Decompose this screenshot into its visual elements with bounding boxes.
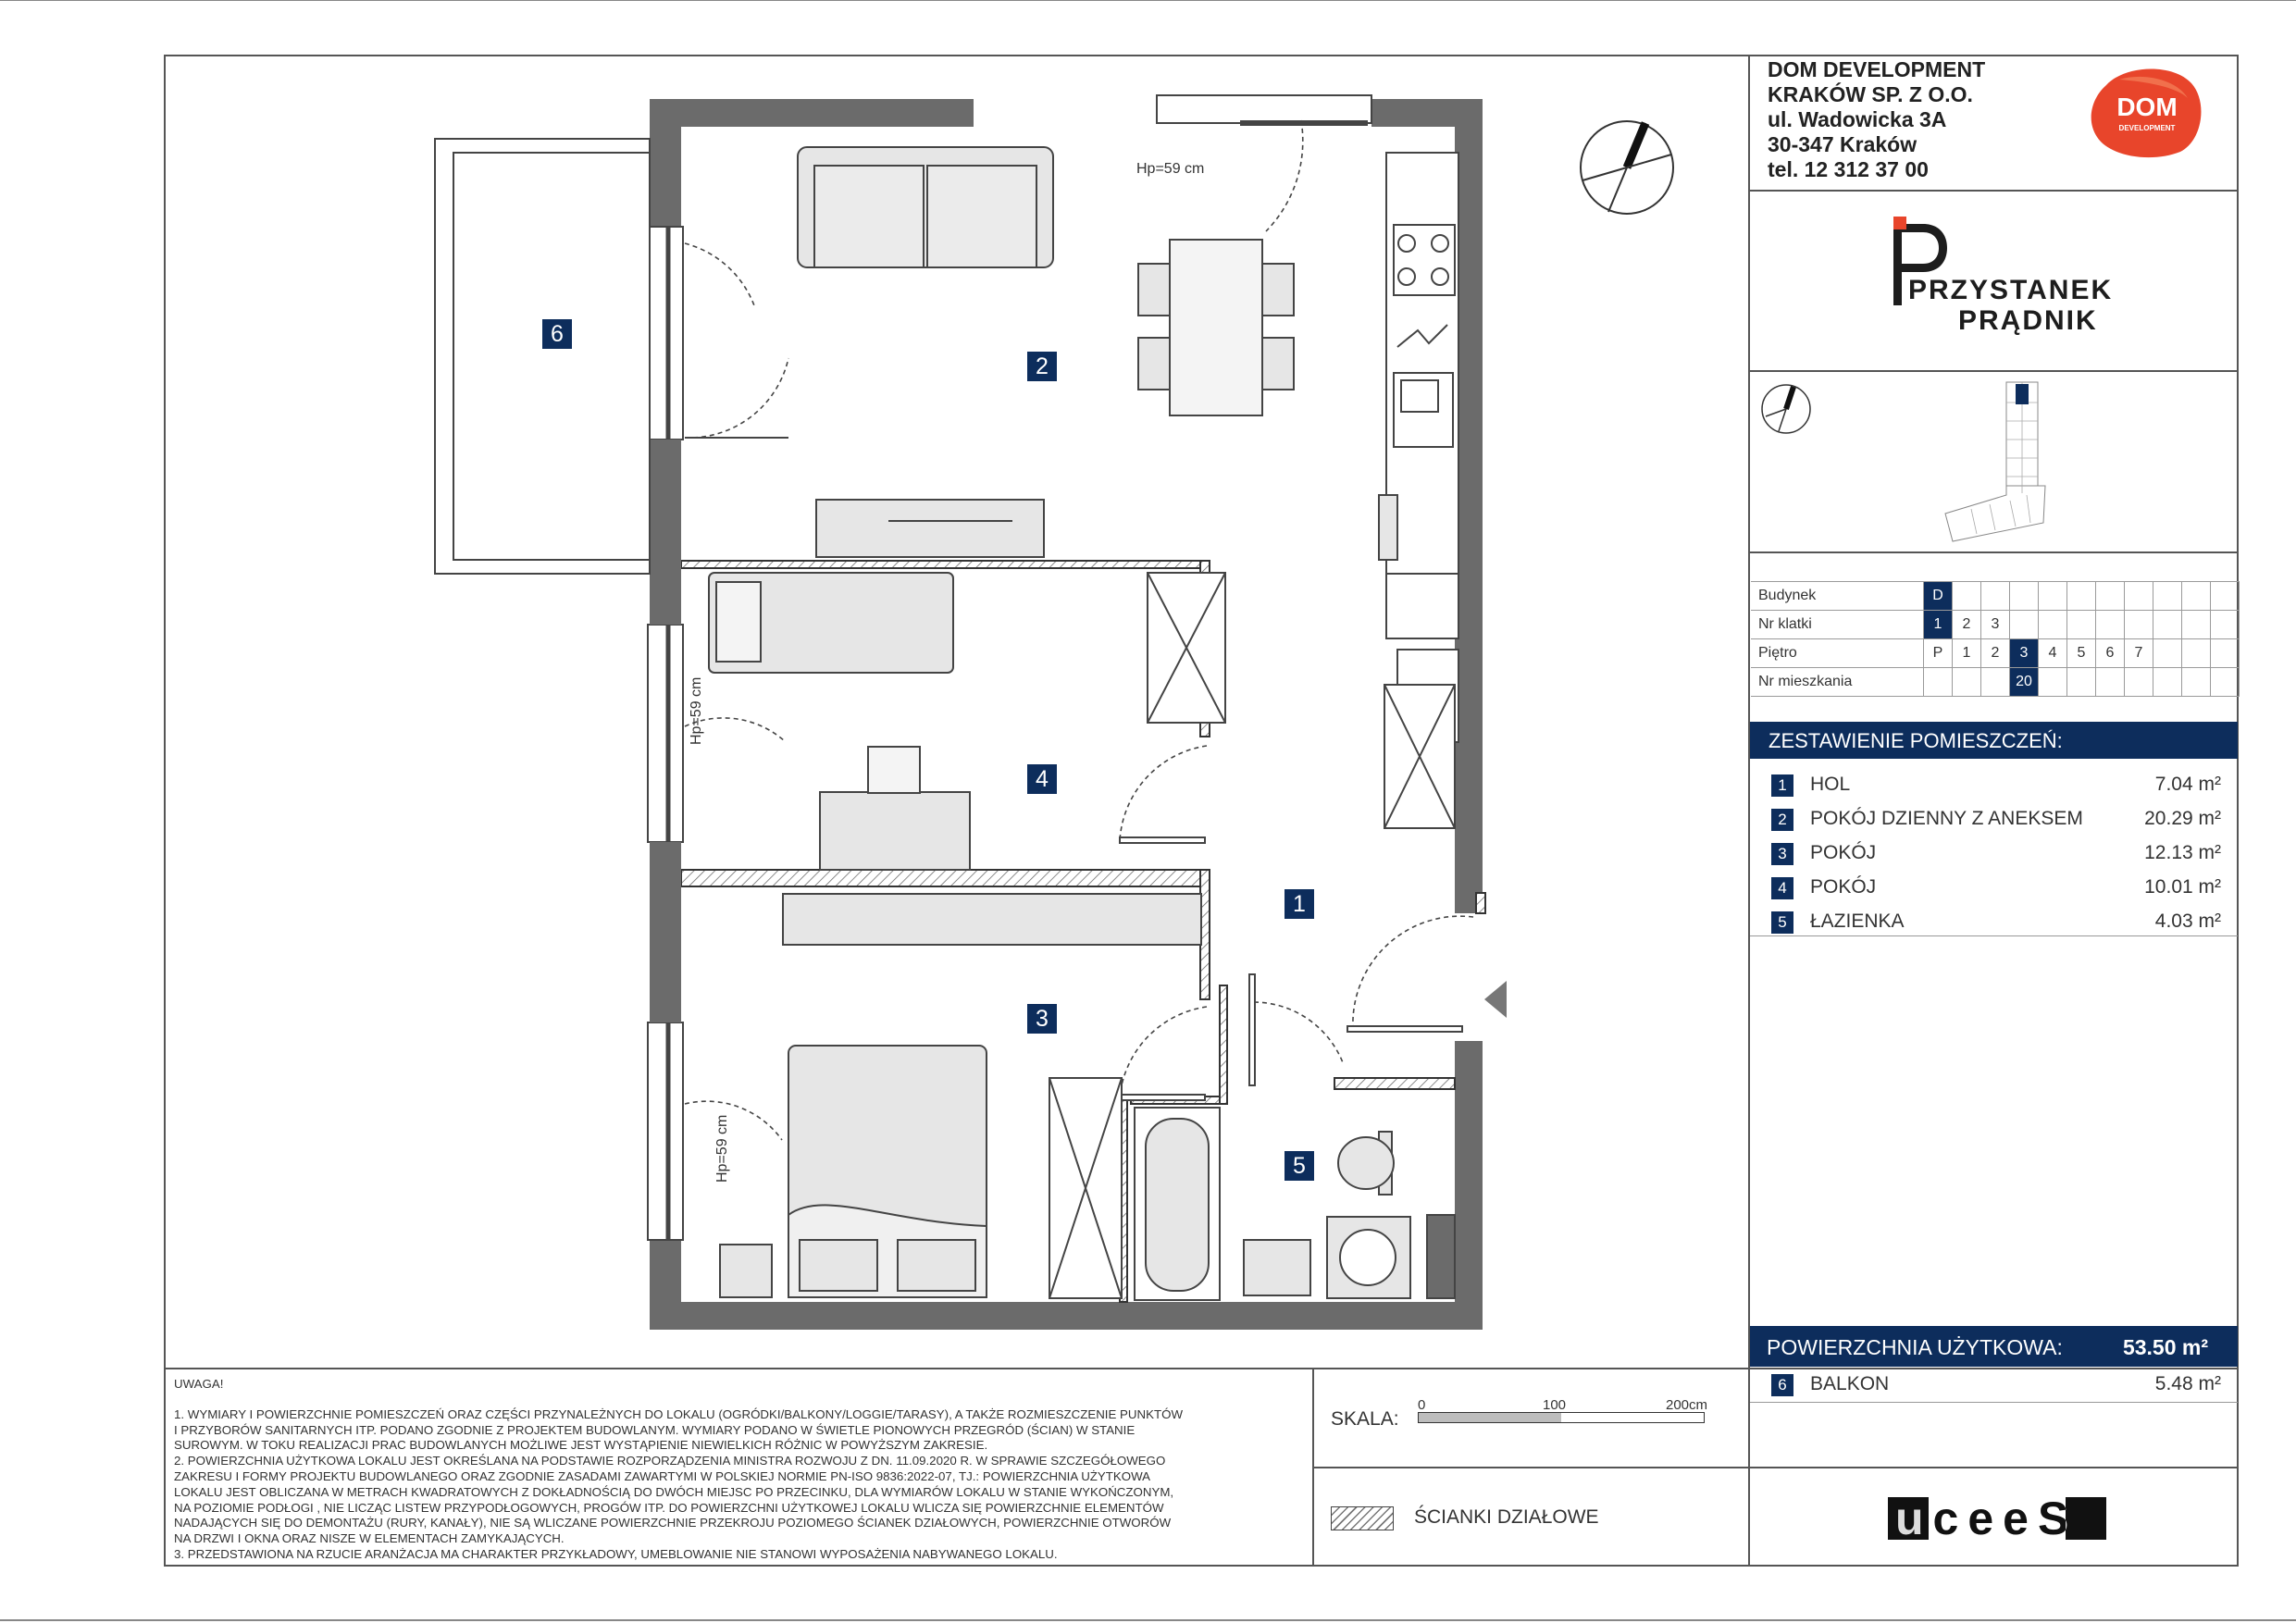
- room-tag-1: 1: [1285, 889, 1314, 919]
- sep-balcony-bottom: [1749, 1467, 2238, 1468]
- hp-label-room3: Hp=59 cm: [714, 1114, 730, 1183]
- room-number-badge: 3: [1771, 843, 1793, 865]
- room-area: 4.03 m²: [2154, 911, 2221, 932]
- balcony: [435, 139, 650, 574]
- notes-lines: [174, 1407, 1283, 1563]
- rooms-summary-title: ZESTAWIENIE POMIESZCZEŃ:: [1769, 729, 2063, 752]
- location-cell: [2182, 668, 2211, 697]
- room-area: 10.01 m²: [2144, 876, 2221, 898]
- hp-label-room4: Hp=59 cm: [689, 676, 704, 745]
- room-number-badge: 5: [1771, 911, 1793, 934]
- room3-room4-wall: [650, 440, 681, 625]
- room-name: POKÓJ DZIENNY Z ANEKSEM: [1810, 808, 2083, 829]
- location-cell: [2153, 582, 2182, 611]
- room3-room4-wall-2: [650, 842, 681, 1022]
- keyplan-compass: [1758, 381, 1814, 441]
- bathroom-fixtures: [1135, 1108, 1455, 1300]
- room-name: POKÓJ: [1810, 842, 1877, 863]
- room-number-badge: 4: [1771, 877, 1793, 899]
- company-address: [1768, 57, 1985, 182]
- kitchen-units: [1379, 153, 1458, 828]
- location-row: [1751, 639, 2240, 668]
- total-area-bar: [1750, 1326, 2238, 1367]
- note-line: 3. PRZEDSTAWIONA NA RZUCIE ARANŻACJA MA CHARAKTER PRZYKŁADOWY, UMEBLOWANIE NIE STANOWI WYPOSAŻENIA NABYWANEGO LOKALU.: [174, 1546, 1058, 1561]
- extra-number-badge: 6: [1771, 1374, 1793, 1396]
- room-tag-4: 4: [1027, 764, 1057, 794]
- location-cell: [2153, 668, 2182, 697]
- location-cell: [2125, 611, 2153, 639]
- total-area-label: POWIERZCHNIA UŻYTKOWA:: [1767, 1335, 2063, 1359]
- sep-keyplan: [1749, 551, 2238, 553]
- room-summary-item: [1771, 802, 2234, 836]
- location-cell: [2067, 582, 2096, 611]
- location-row-label: Nr klatki: [1751, 611, 1924, 639]
- note-line: 1. WYMIARY I POWIERZCHNIE POMIESZCZEŃ ORAZ CZĘŚCI PRZYNALEŻNYCH DO LOKALU (OGRÓDKI/BALKONY/LOGGIE/TARASY), A TAKŻE ROZMIESZCZENIE PUNKTÓW: [174, 1406, 1184, 1421]
- location-cell: D: [1924, 582, 1953, 611]
- room-tag-6: 6: [542, 319, 572, 349]
- partition-legend-label: ŚCIANKI DZIAŁOWE: [1414, 1506, 1599, 1528]
- project-logo: [1888, 215, 2114, 344]
- room-summary-item: [1771, 836, 2234, 870]
- location-cell: 2: [1953, 611, 1981, 639]
- location-cell: [2067, 611, 2096, 639]
- rooms-list-rule: [1750, 935, 2238, 936]
- sep-notes-top: [165, 1368, 1749, 1369]
- scale-tick-100: 100: [1543, 1397, 1567, 1413]
- location-cell: 6: [2096, 639, 2125, 668]
- room-summary-item: [1771, 768, 2234, 801]
- hp-label-top: Hp=59 cm: [1136, 161, 1205, 177]
- location-cell: [2039, 668, 2067, 697]
- dom-logo-word: DOM: [2116, 93, 2178, 121]
- rooms-summary-header: [1750, 722, 2238, 759]
- location-cell: 7: [2125, 639, 2153, 668]
- room3-furniture: [720, 1046, 1122, 1298]
- location-cell: 3: [1981, 611, 2010, 639]
- location-cell: [2211, 582, 2240, 611]
- company-name-2: KRAKÓW SP. Z O.O.: [1768, 82, 1973, 106]
- sep-project: [1749, 370, 2238, 372]
- building-keyplan: [1934, 375, 2091, 551]
- company-phone: tel. 12 312 37 00: [1768, 157, 1929, 181]
- room-area: 12.13 m²: [2144, 842, 2221, 863]
- project-name-line2: PRĄDNIK: [1958, 305, 2098, 336]
- dom-logo-subword: DEVELOPMENT: [2118, 124, 2176, 132]
- location-cell: 20: [2010, 668, 2039, 697]
- location-cell: [2182, 611, 2211, 639]
- location-cell: [2182, 639, 2211, 668]
- location-cell: [2153, 639, 2182, 668]
- extra-area: 5.48 m²: [2154, 1373, 2221, 1394]
- note-line: I PRZYBORÓW SANITARNYCH ITP. PODANO ZGODNIE Z PROJEKTEM BUDOWLANYM. WYMIARY PODANO W ŚWIETLE PIONOWYCH PRZEGRÓD (ŚCIAN) W STANIE: [174, 1422, 1136, 1437]
- scale-tick-0: 0: [1418, 1397, 1426, 1413]
- project-name-line1: PRZYSTANEK: [1908, 275, 2114, 305]
- note-line: NA DRZWI I OKNA ORAZ NISZE W ELEMENTACH ZAMYKAJĄCYCH.: [174, 1531, 565, 1546]
- room-tag-2: 2: [1027, 352, 1057, 381]
- location-cell: [2039, 611, 2067, 639]
- scale-label: SKALA:: [1331, 1408, 1399, 1430]
- note-line: SUROWYM. W TOKU REALIZACJI PRAC BUDOWLANYCH MOŻLIWE JEST WYSTĄPIENIE NIEWIELKICH RÓŻNIC W POWYŻSZYM ZAKRESIE.: [174, 1438, 988, 1453]
- location-cell: [1981, 582, 2010, 611]
- location-cell: [2010, 582, 2039, 611]
- location-cell: [2125, 668, 2153, 697]
- room-tag-5: 5: [1285, 1151, 1314, 1181]
- floor-plan: [407, 79, 1545, 1356]
- room-name: POKÓJ: [1810, 876, 1877, 898]
- location-cell: [2010, 611, 2039, 639]
- location-row-label: Nr mieszkania: [1751, 668, 1924, 697]
- plan-compass: [1575, 116, 1679, 224]
- location-cell: [1924, 668, 1953, 697]
- location-cell: [2211, 639, 2240, 668]
- location-cell: [1953, 582, 1981, 611]
- company-street: ul. Wadowicka 3A: [1768, 107, 1947, 131]
- room4-furniture: [709, 573, 1225, 945]
- location-cell: [2039, 582, 2067, 611]
- room-name: HOL: [1810, 774, 1851, 795]
- notes-heading: UWAGA!: [174, 1377, 224, 1391]
- location-row: [1751, 611, 2240, 639]
- location-cell: 2: [1981, 639, 2010, 668]
- dom-development-logo: [2088, 67, 2206, 159]
- disclaimer-notes: [174, 1377, 1283, 1563]
- sep-scale-bottom: [1313, 1467, 1749, 1468]
- location-row: [1751, 668, 2240, 697]
- extra-name: BALKON: [1810, 1373, 1890, 1394]
- door-leaves: [685, 438, 1462, 1100]
- location-cell: 5: [2067, 639, 2096, 668]
- location-cell: [1953, 668, 1981, 697]
- room-number-badge: 1: [1771, 774, 1793, 797]
- room-summary-item: [1771, 871, 2234, 904]
- location-cell: 3: [2010, 639, 2039, 668]
- company-name: DOM DEVELOPMENT: [1768, 57, 1986, 81]
- room-name: ŁAZIENKA: [1810, 911, 1905, 932]
- top-window: [1157, 95, 1371, 123]
- location-cell: [2182, 582, 2211, 611]
- location-row-label: Budynek: [1751, 582, 1924, 611]
- extra-summary-item: [1771, 1368, 2234, 1401]
- location-cell: [2211, 668, 2240, 697]
- note-line: NADAJĄCYCH SIĘ DO DEMONTAŻU (RURY, KANAŁY), NIE SĄ WLICZANE POWIERZCHNIE PRZEKROJU POZIOMEGO ŚCIANEK DZIAŁOWYCH, POWIERZCHNIE OTWORÓW: [174, 1516, 1172, 1530]
- location-cell: [2096, 582, 2125, 611]
- location-cell: 1: [1953, 639, 1981, 668]
- location-cell: [2153, 611, 2182, 639]
- page-bottom-rule: [0, 1619, 2296, 1621]
- location-row-label: Piętro: [1751, 639, 1924, 668]
- room-area: 7.04 m²: [2154, 774, 2221, 795]
- location-cell: [2211, 611, 2240, 639]
- room-summary-item: [1771, 905, 2234, 938]
- note-line: LOKALU JEST OBLICZANA W METRACH KWADRATOWYCH Z DOKŁADNOŚCIĄ DO DWÓCH MIEJSC PO PRZECINKU, DLA WYMIARÓW LOKALU W STANIE WYKOŃCZONYM,: [174, 1484, 1174, 1499]
- ucees-logo-text: uceeS: [1895, 1493, 2079, 1544]
- note-line: ZAKRESU I FORMY PROJEKTU BUDOWLANEGO ORAZ ZGODNIE ZASADAMI ZAWARTYMI W POLSKIEJ NORMIE PN-ISO 9836:2022-07, TJ.: POWIERZCHNIA UŻYTKOWA: [174, 1468, 1151, 1483]
- location-table: [1751, 581, 2240, 697]
- note-line: 2. POWIERZCHNIA UŻYTKOWA LOKALU JEST OKREŚLANA NA PODSTAWIE ROZPORZĄDZENIA MINISTRA ROZWOJU Z DN. 11.09.2020 R. W SPRAWIE SZCZEGÓŁOWEGO: [174, 1454, 1166, 1468]
- scale-tick-200: 200cm: [1666, 1397, 1708, 1413]
- location-row: [1751, 582, 2240, 611]
- total-area-value: 53.50 m²: [2122, 1335, 2208, 1359]
- room-tag-3: 3: [1027, 1004, 1057, 1034]
- extras-rule: [1750, 1402, 2238, 1403]
- scale-bar: [1418, 1412, 1705, 1423]
- room-number-badge: 2: [1771, 809, 1793, 831]
- location-cell: P: [1924, 639, 1953, 668]
- scale-bar-fill: [1419, 1413, 1561, 1422]
- company-city: 30-347 Kraków: [1768, 132, 1917, 156]
- page-top-rule: [0, 0, 2296, 1]
- location-cell: [1981, 668, 2010, 697]
- left-openings: [648, 227, 683, 1240]
- note-line: NA POZIOMIE PODŁOGI , NIE LICZĄC LISTEW PRZYPODŁOGOWYCH, PROGÓW ITP. DO POWIERZCHNI UŻYTKOWEJ LOKALU WLICZA SIĘ POWIERZCHNIE ELEMENTÓW: [174, 1500, 1164, 1515]
- location-cell: 4: [2039, 639, 2067, 668]
- partition-legend-swatch: [1331, 1506, 1394, 1530]
- room-area: 20.29 m²: [2144, 808, 2221, 829]
- sep-company: [1749, 190, 2238, 192]
- location-cell: 1: [1924, 611, 1953, 639]
- location-cell: [2125, 582, 2153, 611]
- location-cell: [2067, 668, 2096, 697]
- location-cell: [2096, 611, 2125, 639]
- location-cell: [2096, 668, 2125, 697]
- entrance-marker: [1484, 981, 1507, 1018]
